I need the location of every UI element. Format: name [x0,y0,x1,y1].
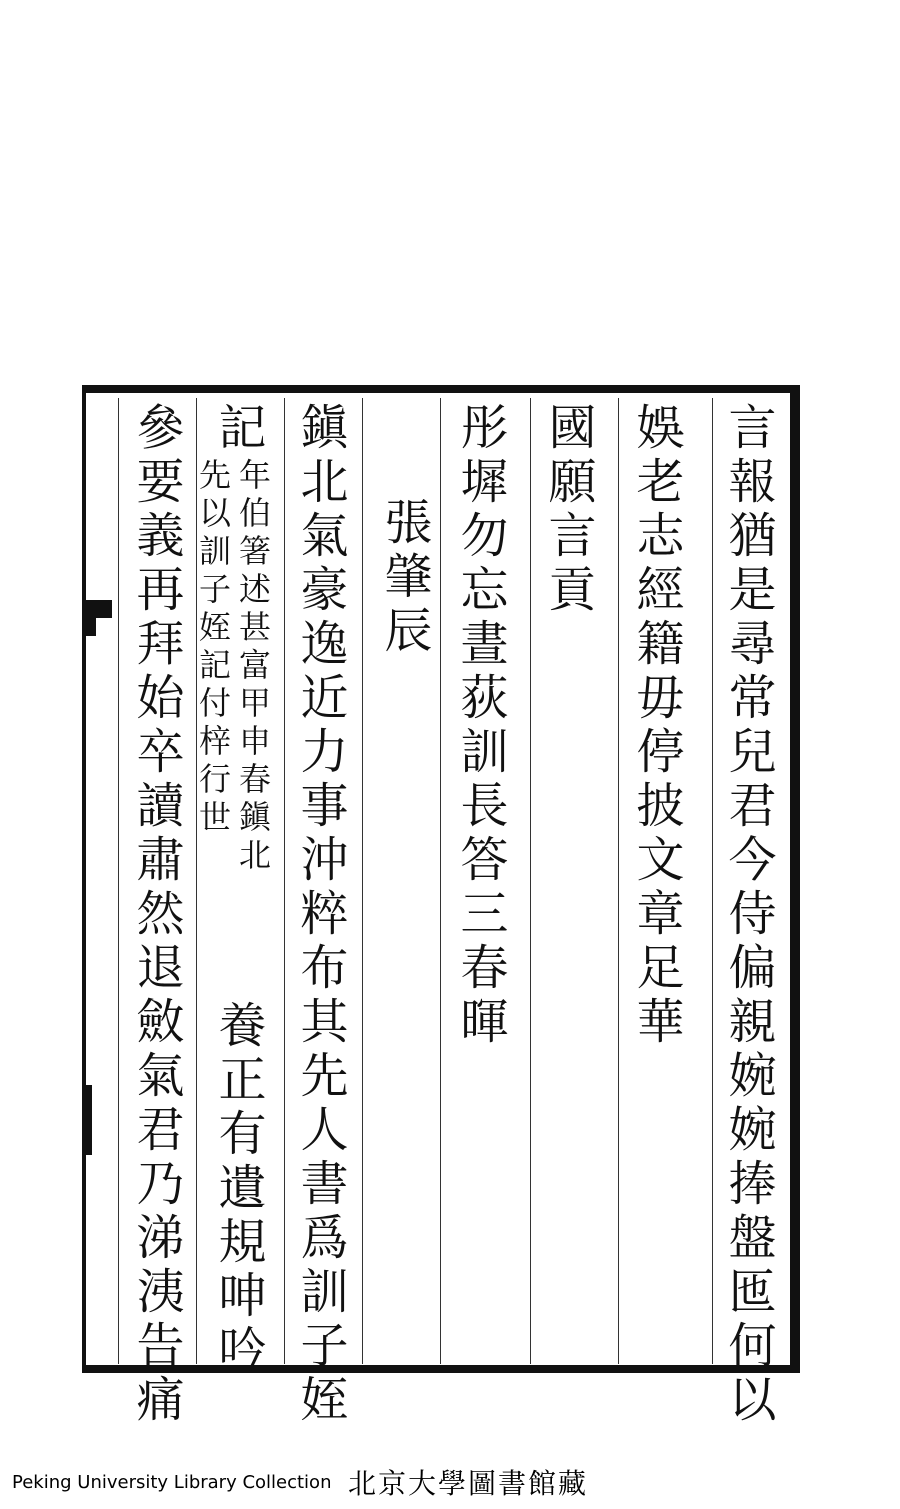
interlinear-note-left: 先以訓子姪記付梓行世 [194,458,232,838]
column-rule [118,398,119,1364]
text-column-2: 娛老志經籍毋停披文章足華 [628,402,684,1050]
collection-label-zh: 北京大學圖書館藏 [348,1467,589,1500]
text-column-8: 參要義再拜始卒讀肅然退斂氣君乃涕洟告痛 [128,402,184,1428]
text-column-7-head: 記 [210,402,266,456]
interlinear-note-right: 年伯箸述甚富甲申春鎭北 [234,458,272,876]
column-rule [440,398,441,1364]
column-rule [712,398,713,1364]
text-column-6: 鎭北氣豪逸近力事沖粹布其先人書爲訓子姪 [292,402,348,1428]
author-name: 張肇辰 [376,497,432,659]
text-column-1: 言報猶是尋常兒君今侍偏親婉婉捧盤匜何以 [720,402,776,1428]
column-rule [362,398,363,1364]
binding-gutter [84,385,114,1373]
text-column-4: 彤墀勿忘晝荻訓長答三春暉 [452,402,508,1050]
column-rule [618,398,619,1364]
column-rule [284,398,285,1364]
text-column-7-tail: 養正有遺規呻吟 [210,1000,266,1378]
column-rule [530,398,531,1364]
text-column-3: 國願言貢 [540,402,596,618]
footer [0,1460,900,1500]
collection-label-en: Peking University Library Collection [12,1472,332,1493]
